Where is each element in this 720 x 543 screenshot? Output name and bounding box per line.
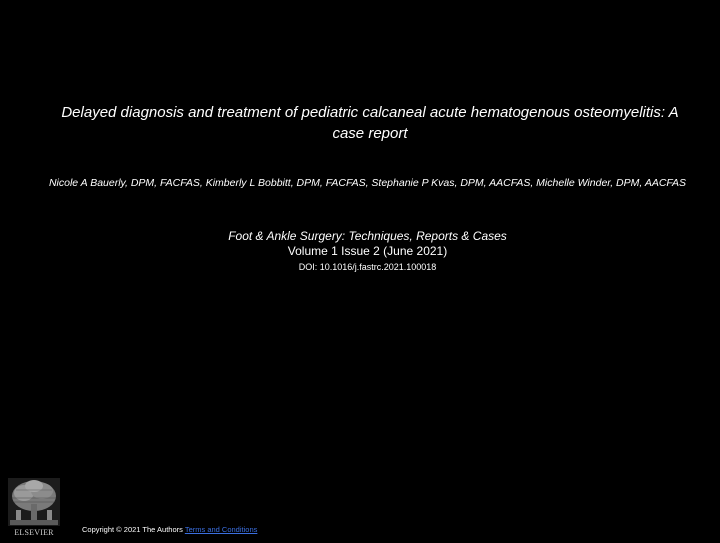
citation-block — [160, 229, 575, 274]
author-list: Nicole A Bauerly, DPM, FACFAS, Kimberly L Bobbitt, DPM, FACFAS, Stephanie P Kvas, DPM, AACFAS, Michelle Winder, DPM, AACFAS — [48, 177, 687, 189]
terms-and-conditions-link[interactable]: Terms and Conditions — [184, 525, 258, 534]
logo-wordmark: ELSEVIER — [14, 528, 54, 537]
elsevier-tree-icon — [6, 476, 62, 538]
elsevier-logo — [6, 476, 62, 538]
doi: DOI: 10.1016/j.fastrc.2021.100018 — [298, 262, 437, 272]
copyright-line — [82, 525, 257, 535]
copyright-text: Copyright © 2021 The Authors — [82, 525, 183, 534]
journal-name: Foot & Ankle Surgery: Techniques, Reports & Cases — [228, 229, 507, 243]
article-title: Delayed diagnosis and treatment of pediatric calcaneal acute hematogenous osteomyelitis: A case report — [61, 104, 679, 142]
volume-issue: Volume 1 Issue 2 (June 2021) — [287, 244, 448, 258]
